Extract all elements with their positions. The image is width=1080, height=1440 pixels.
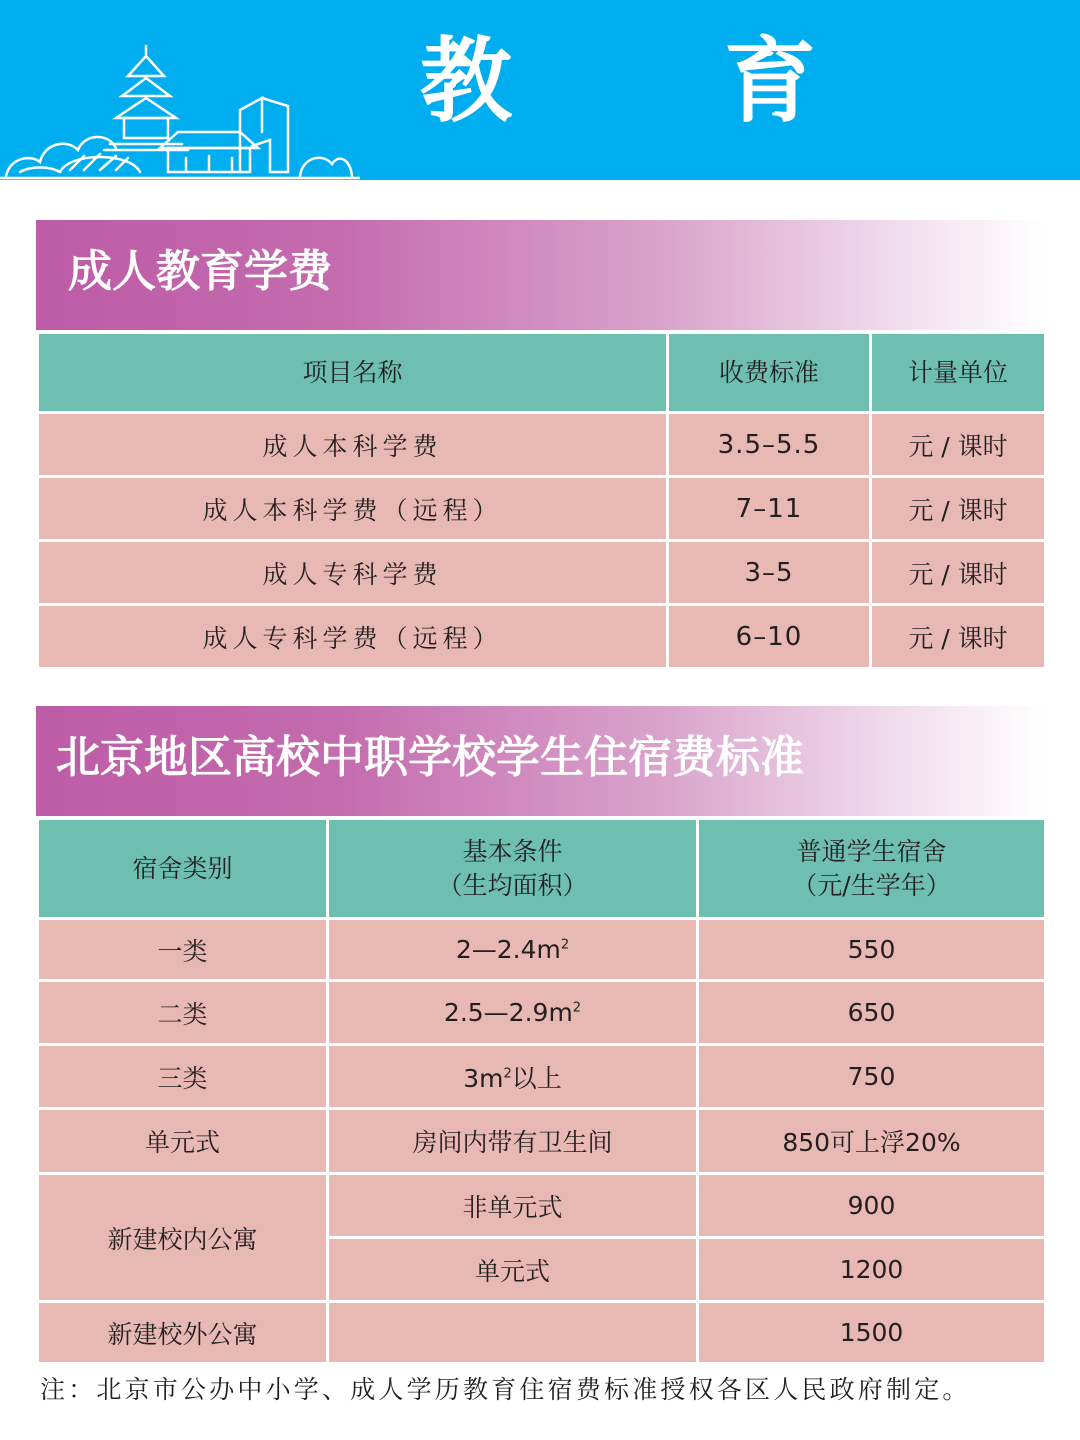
table-header-row <box>38 819 1046 919</box>
dorm-condition <box>328 1045 698 1109</box>
page-title: 教 育 <box>420 28 877 135</box>
condition-suffix: 以上 <box>511 1063 562 1093</box>
adult-fee-banner <box>36 220 1044 330</box>
dorm-fee: 750 <box>698 1045 1046 1109</box>
adult-fee-title: 成人教育学费 <box>68 246 332 297</box>
table-row <box>38 1302 1046 1364</box>
fee-value: 7–11 <box>668 477 871 541</box>
header-band <box>0 0 1080 180</box>
superscript: 2 <box>572 1000 582 1016</box>
dorm-fee: 1200 <box>698 1238 1046 1302</box>
condition-text: 2—2.4m <box>455 935 561 964</box>
condition-text: 2.5—2.9m <box>443 998 573 1027</box>
dorm-type: 二类 <box>38 981 328 1045</box>
superscript: 2 <box>503 1066 512 1082</box>
dorm-condition <box>328 981 698 1045</box>
column-header-type: 宿舍类别 <box>38 819 328 919</box>
table-row <box>38 477 1046 541</box>
table-row <box>38 981 1046 1045</box>
condition-header-line1: 基本条件 <box>462 836 563 866</box>
beijing-skyline-illustration <box>0 40 360 180</box>
item-name: 成人本科学费 <box>38 413 668 477</box>
condition-text: 3m <box>463 1063 504 1093</box>
unit: 元 / 课时 <box>871 541 1046 605</box>
fee-value: 6–10 <box>668 605 871 669</box>
fee-header-line1: 普通学生宿舍 <box>796 836 947 866</box>
item-name: 成人专科学费（远程） <box>38 605 668 669</box>
table-row <box>38 605 1046 669</box>
fee-header-line2: （元/生学年） <box>792 870 951 900</box>
dorm-condition: 单元式 <box>328 1238 698 1302</box>
dorm-fee: 850可上浮20% <box>698 1109 1046 1174</box>
unit: 元 / 课时 <box>871 477 1046 541</box>
dorm-condition: 非单元式 <box>328 1174 698 1238</box>
table-header-row <box>38 333 1046 413</box>
dorm-condition <box>328 1302 698 1364</box>
unit: 元 / 课时 <box>871 605 1046 669</box>
fee-value: 3–5 <box>668 541 871 605</box>
dorm-fee: 900 <box>698 1174 1046 1238</box>
column-header-fee <box>698 819 1046 919</box>
table-row <box>38 1174 1046 1238</box>
column-header: 项目名称 <box>38 333 668 413</box>
table-row <box>38 541 1046 605</box>
column-header: 收费标准 <box>668 333 871 413</box>
dorm-condition: 房间内带有卫生间 <box>328 1109 698 1174</box>
item-name: 成人本科学费（远程） <box>38 477 668 541</box>
dorm-fee-title: 北京地区高校中职学校学生住宿费标准 <box>56 732 804 783</box>
dorm-type: 新建校外公寓 <box>38 1302 328 1364</box>
table-row <box>38 1109 1046 1174</box>
fee-value: 3.5–5.5 <box>668 413 871 477</box>
table-row <box>38 1045 1046 1109</box>
adult-fee-table <box>36 331 1047 670</box>
superscript: 2 <box>560 937 570 953</box>
dorm-type: 新建校内公寓 <box>38 1174 328 1302</box>
dorm-type: 一类 <box>38 919 328 981</box>
column-header: 计量单位 <box>871 333 1046 413</box>
dorm-type: 单元式 <box>38 1109 328 1174</box>
dorm-condition <box>328 919 698 981</box>
condition-header-line2: （生均面积） <box>437 870 588 900</box>
dorm-fee: 650 <box>698 981 1046 1045</box>
dorm-fee: 1500 <box>698 1302 1046 1364</box>
dorm-fee-banner <box>36 706 1044 816</box>
footnote: 注：北京市公办中小学、成人学历教育住宿费标准授权各区人民政府制定。 <box>40 1375 971 1404</box>
table-row <box>38 413 1046 477</box>
dorm-fee-table <box>36 817 1047 1365</box>
dorm-fee: 550 <box>698 919 1046 981</box>
dorm-type: 三类 <box>38 1045 328 1109</box>
unit: 元 / 课时 <box>871 413 1046 477</box>
table-row <box>38 919 1046 981</box>
item-name: 成人专科学费 <box>38 541 668 605</box>
column-header-condition <box>328 819 698 919</box>
